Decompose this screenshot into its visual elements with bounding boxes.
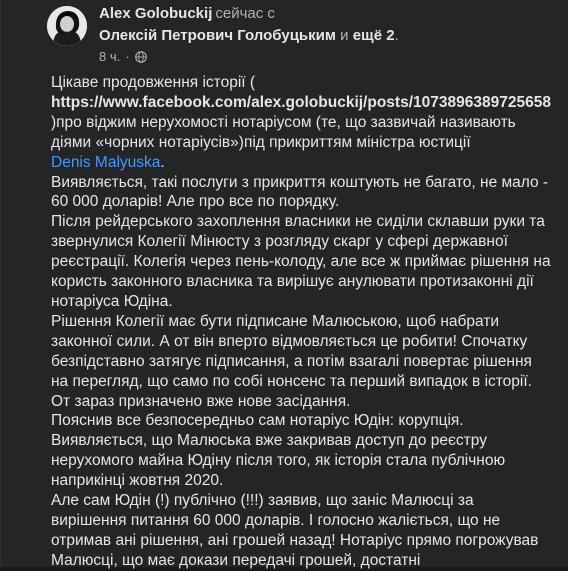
body-text: .: [160, 153, 165, 171]
body-text: Цікаве продовження історії (: [51, 74, 256, 91]
post-paragraph: [51, 73, 551, 173]
post-link[interactable]: https://www.facebook.com/alex.golobuckij/posts/1073896389725658: [51, 93, 551, 111]
tagged-suffix: .: [394, 27, 399, 44]
post-paragraph: Виявляється, що Малюська вже закривав доступ до реєстру нерухомого майна Юдіну після того, як історія стала публічною наприкінці жовтня 2020.: [51, 432, 506, 490]
author-line: [99, 5, 275, 22]
post-status: сейчас с: [215, 5, 275, 22]
tagged-line: [99, 27, 399, 44]
post-paragraph: Виявляється, такі послуги з прикриття коштують не багато, не мало - 60 000 доларів! Але про все по порядку.: [51, 173, 549, 211]
post-paragraph: Але сам Юдін (!) публічно (!!!) заявив, що заніс Малюсці за вирішення питання 60 000 доларів. І голосно жаліється, що не отримав ані рішення, ані грошей назад! Нотаріус прямо погрожував Малюсці, що має докази передачі грошей, достатні: [51, 492, 539, 569]
globe-icon[interactable]: [135, 51, 147, 63]
post-meta: [99, 49, 147, 64]
tagged-person[interactable]: Олексій Петрович Голобуцьким: [99, 27, 336, 44]
author-avatar[interactable]: [47, 6, 87, 46]
post-header: [47, 0, 567, 66]
avatar-photo-icon: [47, 6, 87, 46]
post-paragraph: Рішення Колегії має бути підписане Малюською, щоб набрати законної сили. А от він вперто відмовляється це робити! Спочатку безпідставно затягує підписання, а потім взагалі повертає рішення на перегляд, що само по собі нонсенс та перший випадок в історії. От зараз призначено вже нове засідання.: [51, 312, 532, 410]
author-name[interactable]: Alex Golobuckij: [99, 5, 213, 22]
tagged-more-link[interactable]: ещё 2: [352, 27, 395, 44]
post-body: [51, 73, 551, 571]
mention-link[interactable]: Denis Malyuska: [51, 153, 161, 171]
tagged-and: и: [340, 27, 349, 44]
body-text: )про віджим нерухомості нотаріусом (те, що зазвичай називають діями «чорних нотаріусів»)під прикриттям міністра юстиції: [51, 113, 516, 151]
post-paragraph: Після рейдерського захоплення власники не сиділи склавши руки та звернулися Колегії Мінюсту з розгляду скарг у сфері державної реєстрації. Колегія через пень-колоду, але все ж приймає рішення на користь законного власника та вирішує анулювати протизаконні дії нотаріуса Юдіна.: [51, 213, 551, 310]
post-paragraph: Пояснив все безпосередньо сам нотаріус Юдін: корупція.: [51, 412, 464, 430]
post-time[interactable]: 8 ч.: [99, 49, 121, 64]
meta-separator: ·: [125, 49, 130, 64]
